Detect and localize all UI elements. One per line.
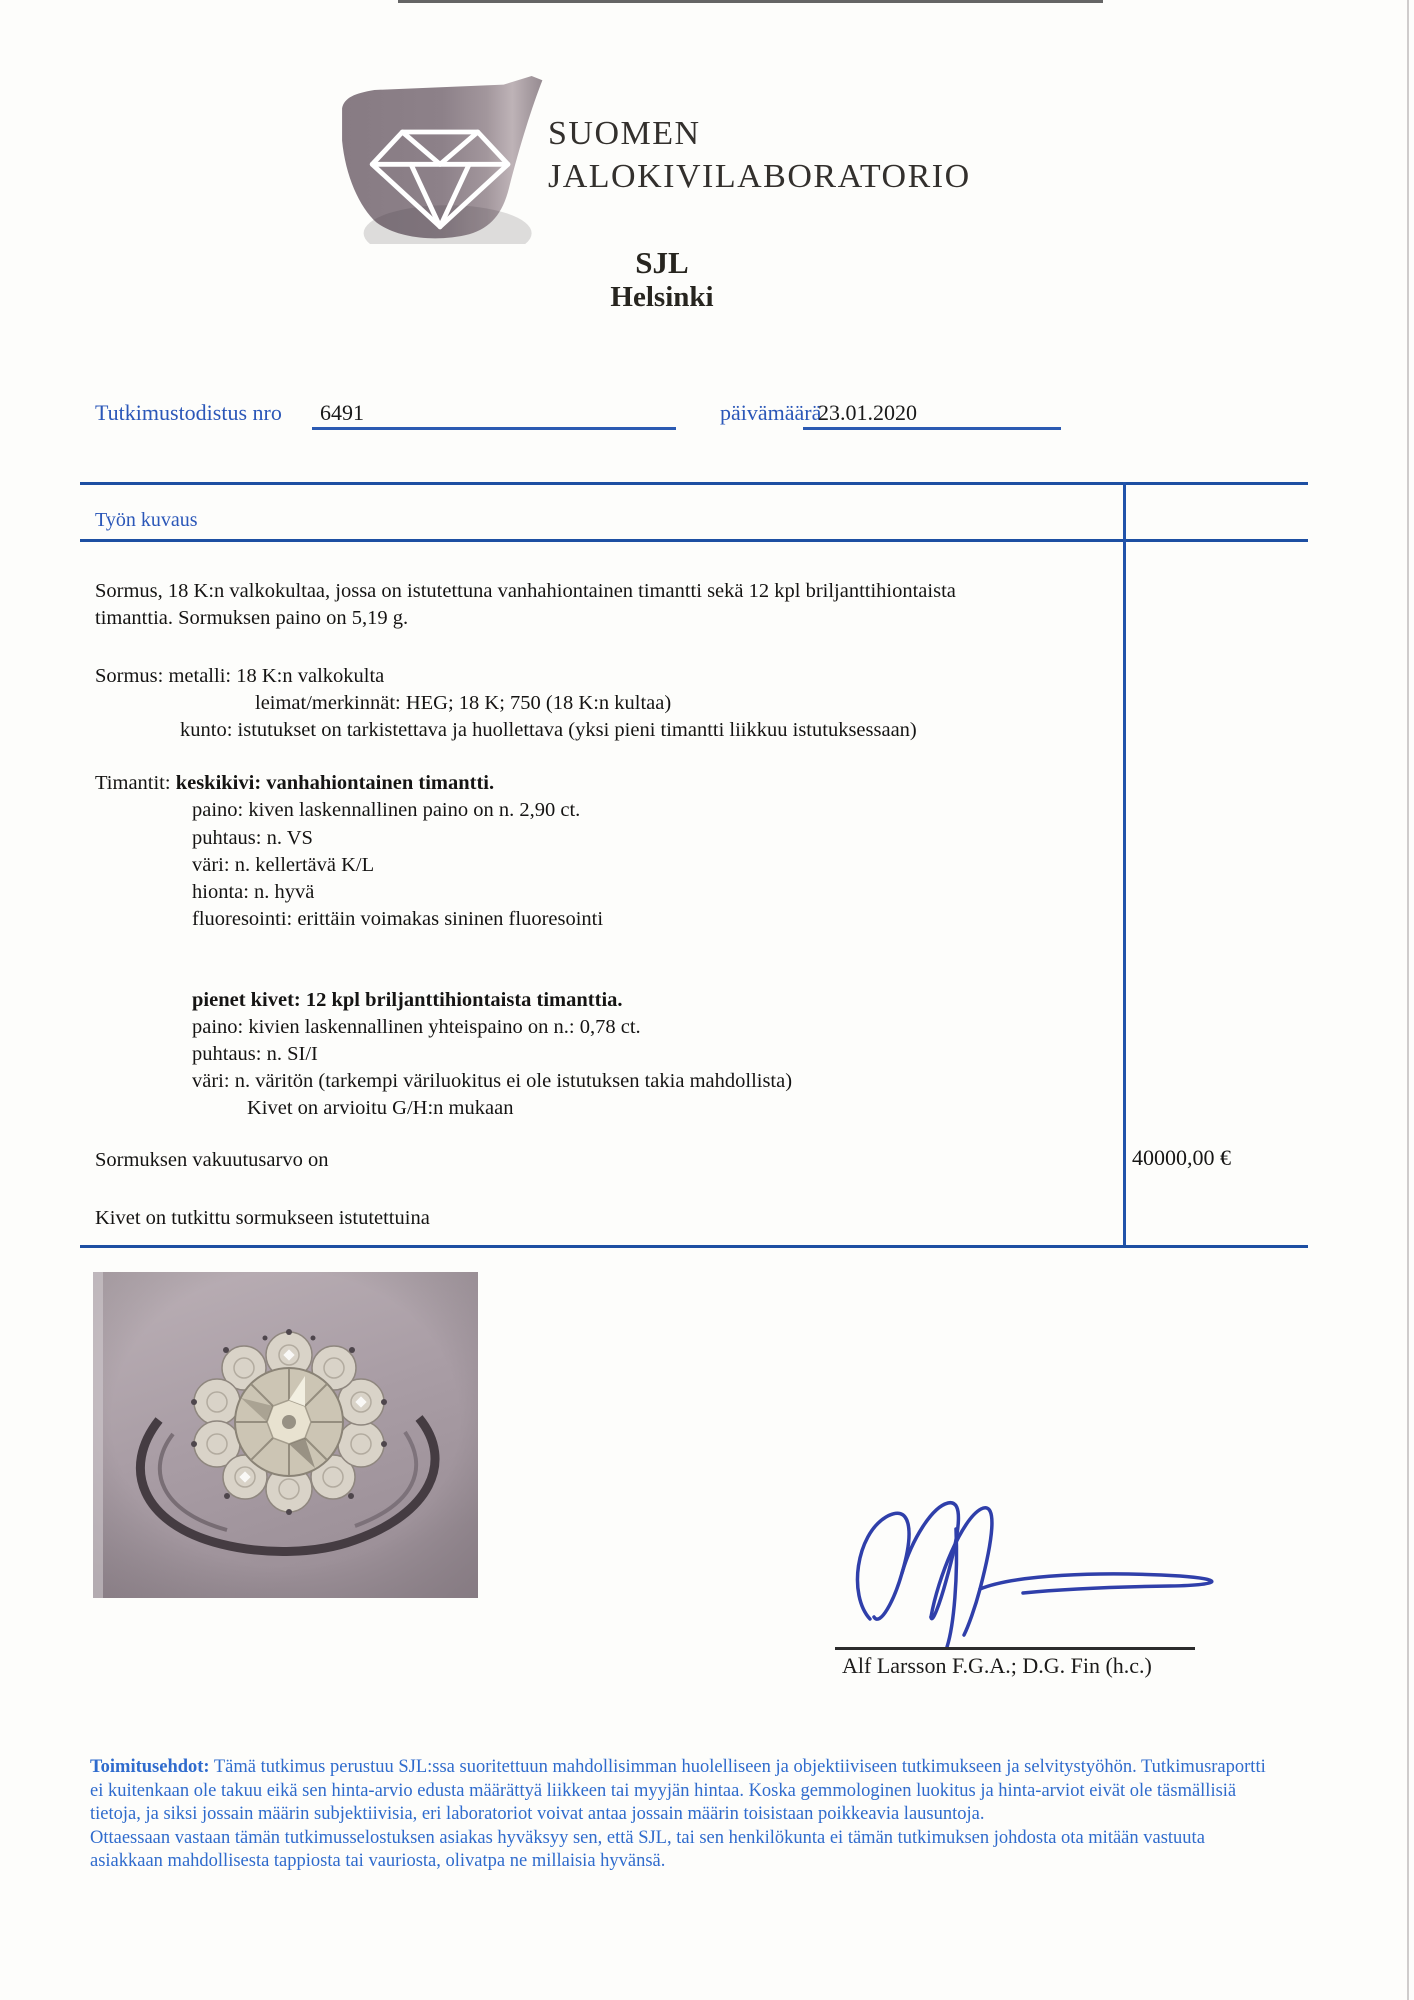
terms-line: tietoja, ja siksi jossain määrin subjektiivisia, eri laboratoriot voivat antaa jossain määrin toisistaan poikkeavia lausuntoja. [90,1804,985,1825]
body-line: puhtaus: n. SI/I [192,1043,318,1065]
work-description-body [95,578,1125,1238]
body-line: puhtaus: n. VS [192,827,313,849]
org-name-line2: JALOKIVILABORATORIO [548,158,971,195]
body-line: väri: n. väritön (tarkempi väriluokitus ei ole istutuksen takia mahdollista) [192,1070,793,1092]
body-line: Sormus: metalli: 18 K:n valkokulta [95,665,385,687]
rule-bottom [80,1245,1308,1248]
body-line: Timantit: keskikivi: vanhahiontainen timantti. [95,772,495,794]
body-line: Sormus, 18 K:n valkokultaa, jossa on istutettuna vanhahiontainen timantti sekä 12 kpl briljanttihiontaista [95,580,956,602]
org-abbr-block [552,246,772,314]
terms-lead: Toimitusehdot: [90,1757,210,1777]
signer-name: Alf Larsson F.G.A.; D.G. Fin (h.c.) [842,1653,1152,1678]
body-line: leimat/merkinnät: HEG; 18 K; 750 (18 K:n kultaa) [255,692,672,714]
terms-of-delivery [90,1756,1266,1874]
certificate-date-underline [803,427,1061,430]
body-line: väri: n. kellertävä K/L [192,854,375,876]
ring-photo-image [93,1272,478,1598]
org-abbr: SJL [635,245,689,280]
body-line: pienet kivet: 12 kpl briljanttihiontaista timanttia. [192,989,623,1011]
body-line: hionta: n. hyvä [192,881,315,903]
org-name [548,112,971,198]
ring-photo [93,1272,478,1598]
work-description-label: Työn kuvaus [95,509,198,531]
terms-line: Ottaessaan vastaan tämän tutkimusselostuksen asiakas hyväksyy sen, että SJL, tai sen henkilökunta ei tämän tutkimuksen johdosta ota mitään vastuuta [90,1827,1205,1848]
scan-edge-artifact-top [398,0,1103,3]
certificate-number-label: Tutkimustodistus nro [95,400,282,425]
certificate-number-value: 6491 [320,400,364,425]
insurance-value-label: Sormuksen vakuutusarvo on [95,1149,329,1171]
insurance-value: 40000,00 € [1132,1145,1231,1170]
scan-edge-artifact-right [1407,0,1409,2000]
terms-line: asiakkaan mahdollisesta tappiosta tai vauriosta, olivatpa ne millaisia hyvänsä. [90,1851,666,1872]
signature-rule [835,1647,1195,1650]
certificate-number-underline [312,427,676,430]
body-line: Kivet on arvioitu G/H:n mukaan [247,1097,514,1119]
certificate-date-label: päivämäärä [720,400,822,425]
terms-line: ei kuitenkaan ole takuu eikä sen hinta-arvio edusta määrättyä liikkeen tai myyjän hintaa. Koska gemmologinen luokitus ja hinta-arviot eivät ole täsmällisiä [90,1780,1237,1801]
body-line: fluoresointi: erittäin voimakas sininen fluoresointi [192,908,604,930]
org-name-line1: SUOMEN [548,115,701,152]
stones-examined-note: Kivet on tutkittu sormukseen istutettuina [95,1207,430,1229]
body-line: paino: kiven laskennallinen paino on n. 2,90 ct. [192,799,581,821]
signature-scrawl [818,1477,1268,1652]
org-city: Helsinki [610,281,714,313]
body-line: paino: kivien laskennallinen yhteispaino on n.: 0,78 ct. [192,1016,641,1038]
certificate-date-value: 23.01.2020 [818,400,917,425]
body-line: timanttia. Sormuksen paino on 5,19 g. [95,607,409,629]
body-line: kunto: istutukset on tarkistettava ja huollettava (yksi pieni timantti liikkuu istutuksessaan) [180,719,917,741]
terms-line: Toimitusehdot: Tämä tutkimus perustuu SJL:ssa suoritettuun mahdollisimman huolelliseen ja objektiiviseen tutkimukseen ja selvitystyöhön. Tutkimusraportti [90,1757,1266,1777]
